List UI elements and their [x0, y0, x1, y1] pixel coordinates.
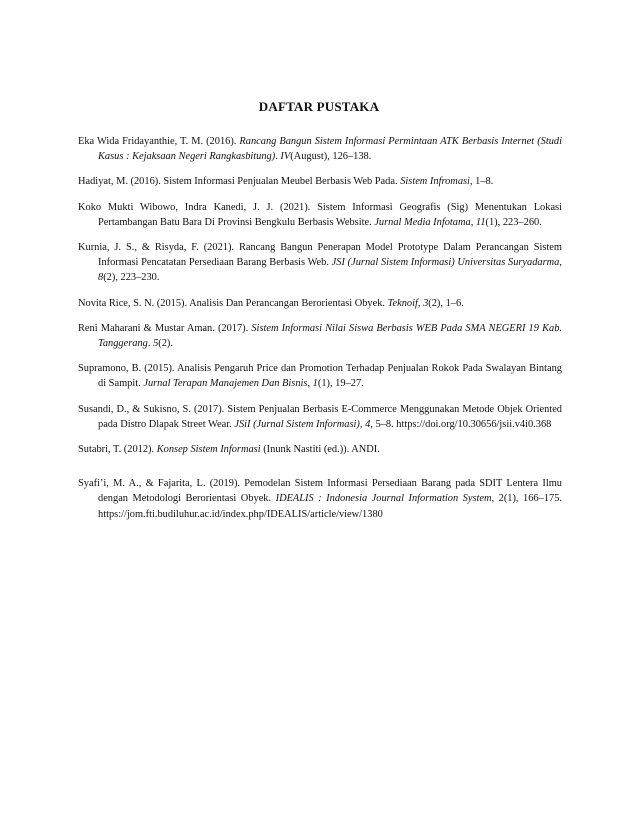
reference-italic-text: Konsep Sistem Informasi — [156, 444, 261, 456]
reference-text: (1), 19–27. — [317, 378, 364, 390]
reference-entry — [78, 361, 562, 391]
reference-text: Kurnia, J. S., & Risyda, F. (2021). Rancang Bangun Penerapan Model Prototype Dalam Perancangan Sistem Informasi Pencatatan Persediaan Barang Berbasis Web. — [78, 242, 562, 269]
reference-italic-text: Jurnal Terapan Manajemen Dan Bisnis — [143, 378, 308, 390]
reference-text: Supramono, B. (2015). Analisis Pengaruh Price dan Promotion Terhadap Penjualan Rokok Pada Swalayan Bintang di Sampit. — [78, 363, 562, 390]
reference-entry — [78, 200, 562, 230]
reference-italic-text: Jurnal Media Infotama — [374, 216, 471, 228]
reference-text: , — [559, 257, 562, 269]
reference-entry — [78, 402, 562, 432]
reference-italic-text: IV — [280, 151, 291, 163]
reference-text: . — [147, 338, 154, 350]
reference-text: , 1–8. — [469, 176, 494, 188]
reference-text: (Inunk Nastiti (ed.)). ANDI. — [260, 444, 380, 456]
reference-italic-text: JSI (Jurnal Sistem Informasi) Universitas Suryadarma — [331, 257, 560, 269]
reference-text: Reni Maharani & Mustar Aman. (2017). — [78, 322, 252, 334]
reference-entry — [78, 476, 562, 522]
reference-text: Sutabri, T. (2012). — [78, 444, 157, 456]
reference-italic-text: Sistem Informasi Nilai Siswa Berbasis WEB Pada SMA NEGERI 19 Kab. Tanggerang — [98, 322, 562, 350]
reference-text: , — [359, 418, 366, 430]
reference-text: , 2(1), 166–175. https://jom.fti.budiluhur.ac.id/index.php/IDEALIS/article/view/1380 — [98, 493, 563, 520]
reference-italic-text: Rancang Bangun Sistem Informasi Permintaan ATK Berbasis Internet (Studi Kasus : Kejaksaan Negeri Rangkasbitung) — [98, 136, 563, 163]
reference-text: (2), 223–230. — [103, 272, 160, 284]
reference-text: (2), 1–6. — [428, 297, 464, 309]
reference-text: Novita Rice, S. N. (2015). Analisis Dan Perancangan Berorientasi Obyek. — [78, 297, 388, 309]
reference-text: (2). — [158, 338, 173, 350]
reference-entry — [78, 442, 562, 457]
reference-italic-text: 11 — [475, 216, 486, 228]
reference-italic-text: 3 — [423, 297, 429, 309]
page-title: DAFTAR PUSTAKA — [258, 99, 380, 114]
reference-text: . — [275, 151, 281, 163]
reference-italic-text: 8 — [98, 272, 104, 284]
reference-entry — [78, 321, 562, 351]
reference-italic-text: 4 — [365, 418, 371, 430]
reference-text: (August), 126–138. — [290, 151, 372, 163]
reference-text: Syafi’i, M. A., & Fajarita, L. (2019). Pemodelan Sistem Informasi Persediaan Barang pada SDIT Lentera Ilmu dengan Metodologi Berorientasi Obyek. — [78, 478, 562, 505]
reference-text: (1), 223–260. — [485, 216, 542, 228]
reference-italic-text: 1 — [312, 378, 318, 390]
reference-text: , — [307, 378, 313, 390]
reference-text: , — [470, 216, 476, 228]
reference-text: , 5–8. https://doi.org/10.30656/jsii.v4i0.368 — [370, 418, 552, 430]
reference-text: Eka Wida Fridayanthie, T. M. (2016). — [78, 136, 240, 147]
reference-entry — [78, 174, 562, 189]
reference-italic-text: JSiI (Jurnal Sistem Informasi) — [234, 418, 360, 430]
reference-italic-text: 5 — [153, 338, 159, 350]
reference-italic-text: Sistem Infromasi — [400, 176, 470, 188]
reference-italic-text: IDEALIS : Indonesia Journal Information System — [275, 493, 492, 505]
reference-list — [78, 134, 562, 532]
reference-entry — [78, 296, 562, 311]
reference-text: Susandi, D., & Sukisno, S. (2017). Sistem Penjualan Berbasis E-Commerce Menggunakan Metode Objek Oriented pada Distro Dlapak Street Wear. — [78, 403, 562, 430]
reference-italic-text: Teknoif — [387, 297, 418, 309]
reference-entry — [78, 134, 562, 164]
reference-text: Koko Mukti Wibowo, Indra Kanedi, J. J. (2021). Sistem Informasi Geografis (Sig) Menentukan Lokasi Pertambangan Batu Bara Di Provinsi Bengkulu Berbasis Website. — [78, 201, 562, 228]
reference-text: , — [417, 297, 424, 309]
reference-text: Hadiyat, M. (2016). Sistem Informasi Penjualan Meubel Berbasis Web Pada. — [78, 176, 401, 188]
reference-entry — [78, 240, 562, 286]
